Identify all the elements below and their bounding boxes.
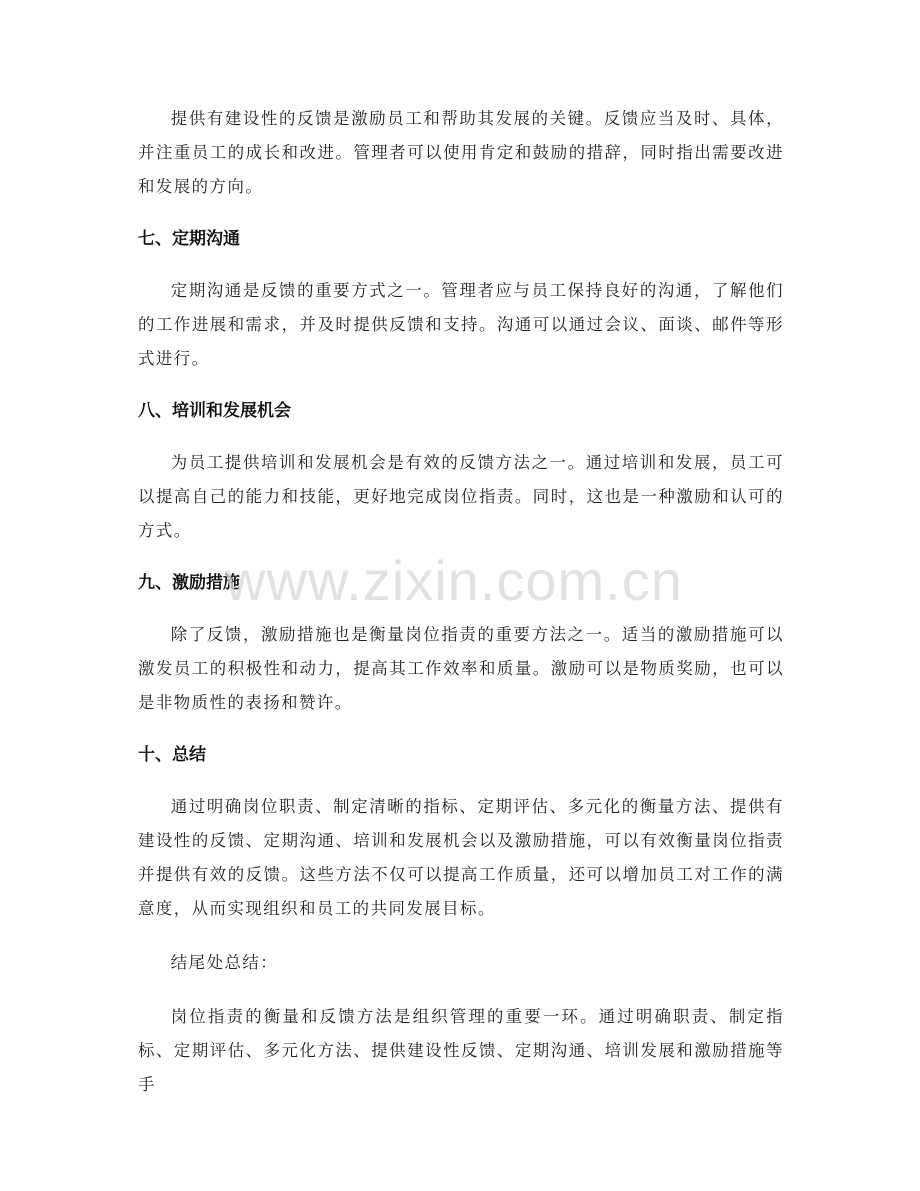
section-heading-9: 九、激励措施 xyxy=(138,573,240,593)
section-body-10: 通过明确岗位职责、制定清晰的指标、定期评估、多元化的衡量方法、提供有建设性的反馈、定期沟通、培训和发展机会以及激励措施，可以有效衡量岗位指责并提供有效的反馈。这些方法不仅可以提高工作质量，还可以增加员工对工作的满意度，从而实现组织和员工的共同发展目标。 xyxy=(138,797,784,918)
section-body-9: 除了反馈，激励措施也是衡量岗位指责的重要方法之一。适当的激励措施可以激发员工的积极性和动力，提高其工作效率和质量。激励可以是物质奖励，也可以是非物质性的表扬和赞许。 xyxy=(138,625,784,712)
watermark-text: www.zixin.com.cn xyxy=(225,549,683,612)
intro-paragraph: 提供有建设性的反馈是激励员工和帮助其发展的关键。反馈应当及时、具体，并注重员工的成长和改进。管理者可以使用肯定和鼓励的措辞，同时指出需要改进和发展的方向。 xyxy=(138,109,784,196)
closing-paragraph: 岗位指责的衡量和反馈方法是组织管理的重要一环。通过明确职责、制定指标、定期评估、多元化方法、提供建设性反馈、定期沟通、培训发展和激励措施等手 xyxy=(138,1007,784,1094)
document-page xyxy=(138,102,784,1102)
section-heading-7: 七、定期沟通 xyxy=(138,229,240,249)
closing-label: 结尾处总结： xyxy=(170,953,279,972)
section-body-8: 为员工提供培训和发展机会是有效的反馈方法之一。通过培训和发展，员工可以提高自己的能力和技能，更好地完成岗位指责。同时，这也是一种激励和认可的方式。 xyxy=(138,453,784,540)
section-body-7: 定期沟通是反馈的重要方式之一。管理者应与员工保持良好的沟通，了解他们的工作进展和需求，并及时提供反馈和支持。沟通可以通过会议、面谈、邮件等形式进行。 xyxy=(138,281,784,368)
section-heading-8: 八、培训和发展机会 xyxy=(138,401,291,421)
section-heading-10: 十、总结 xyxy=(138,745,206,765)
